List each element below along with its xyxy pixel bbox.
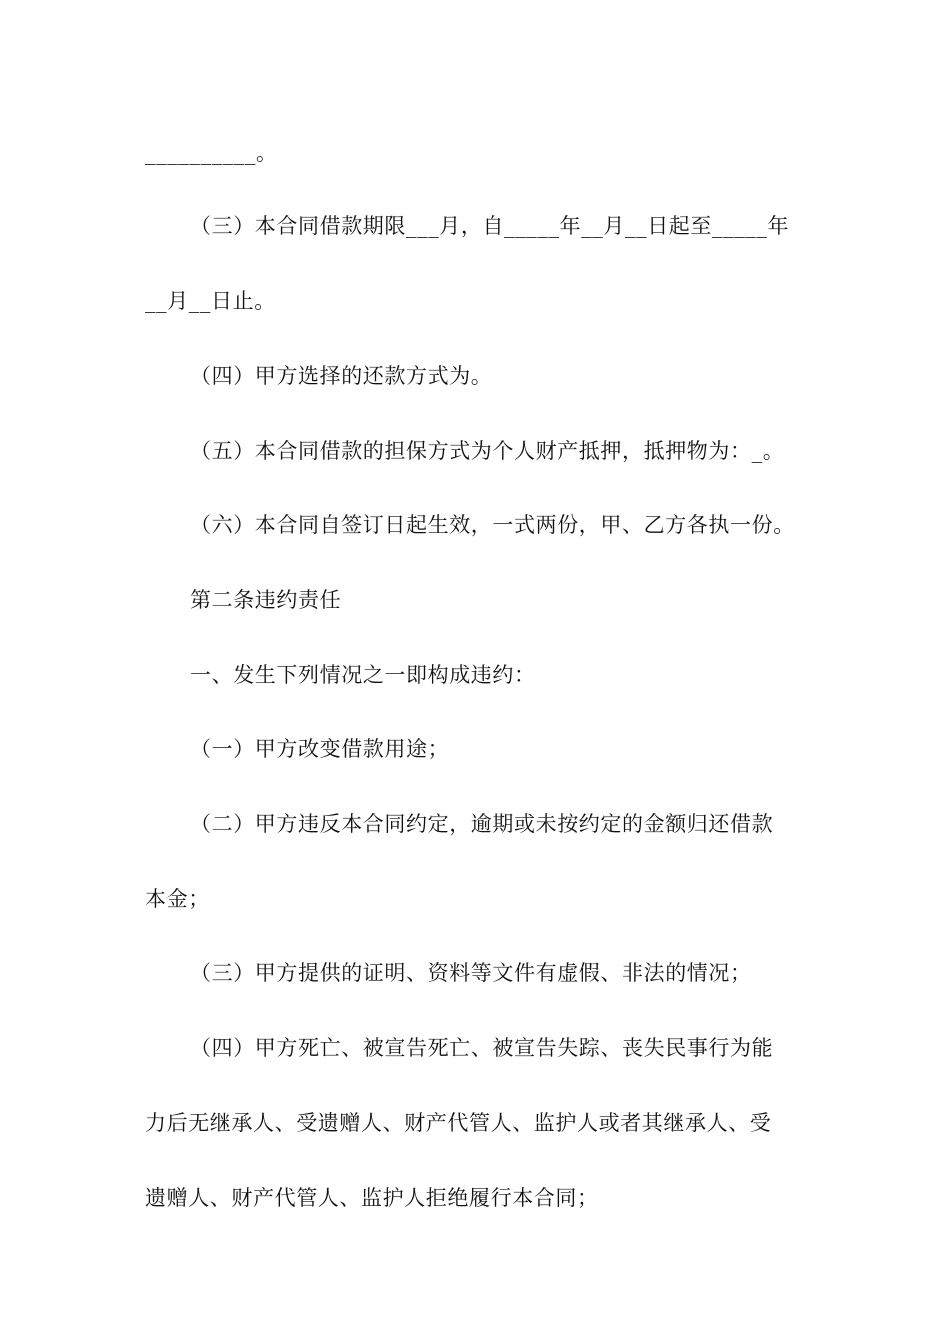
paragraph-line: （三）本合同借款期限___月，自_____年__月__日起至_____年 [190,214,790,238]
paragraph-line: 遗赠人、财产代管人、监护人拒绝履行本合同； [145,1186,599,1210]
paragraph-line: （一）甲方改变借款用途； [190,737,450,761]
paragraph-line: __________。 [145,141,278,165]
paragraph-line: （五）本合同借款的担保方式为个人财产抵押，抵押物为：_。 [190,439,785,463]
paragraph-line: 力后无继承人、受遗赠人、财产代管人、监护人或者其继承人、受 [145,1111,772,1135]
section-heading: 第二条违约责任 [190,588,342,612]
paragraph-line: （四）甲方选择的还款方式为。 [190,364,493,388]
paragraph-line: （四）甲方死亡、被宣告死亡、被宣告失踪、丧失民事行为能 [190,1036,774,1060]
paragraph-line: （六）本合同自签订日起生效，一式两份，甲、乙方各执一份。 [190,513,795,537]
paragraph-line: 一、发生下列情况之一即构成违约： [190,663,536,687]
paragraph-line: （三）甲方提供的证明、资料等文件有虚假、非法的情况； [190,961,752,985]
paragraph-line: （二）甲方违反本合同约定，逾期或未按约定的金额归还借款 [190,812,774,836]
paragraph-line: __月__日止。 [145,289,276,313]
paragraph-line: 本金； [145,887,210,911]
